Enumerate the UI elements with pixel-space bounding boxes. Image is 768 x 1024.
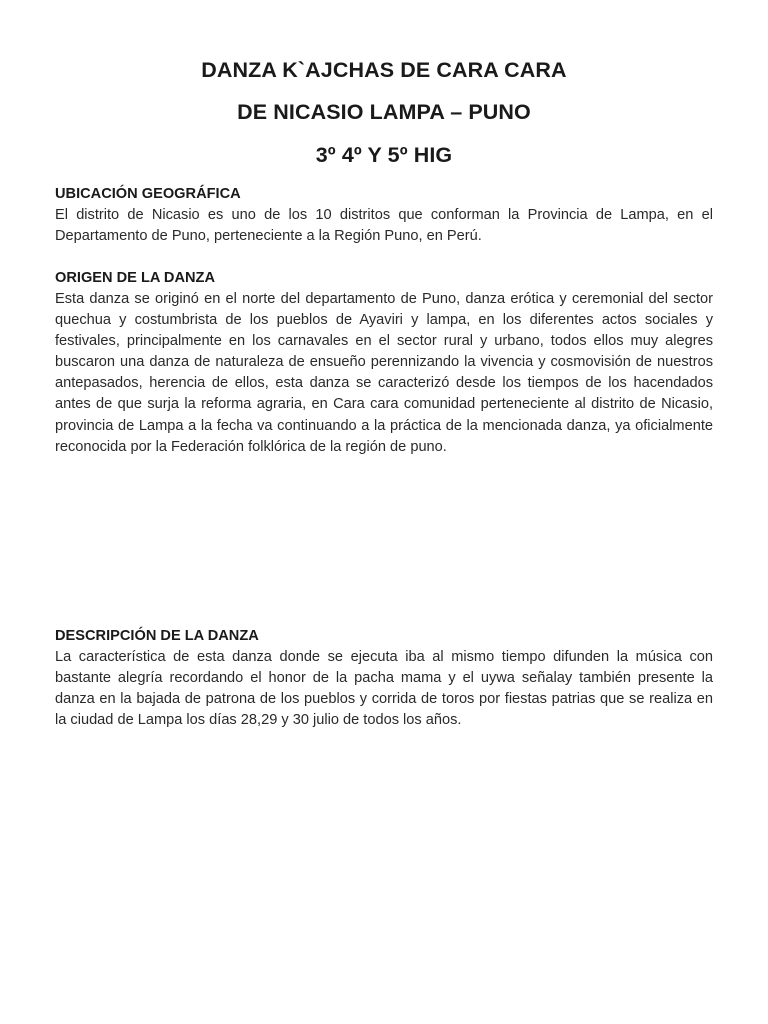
section-heading-descripcion: DESCRIPCIÓN DE LA DANZA xyxy=(55,628,259,644)
title-line-2: DE NICASIO LAMPA – PUNO xyxy=(237,100,531,124)
section-heading-ubicacion: UBICACIÓN GEOGRÁFICA xyxy=(55,186,241,202)
section-body-origen: Esta danza se originó en el norte del departamento de Puno, danza erótica y ceremonial del sector quechua y costumbrista de los pueblos de Ayaviri y lampa, en los diferentes actos sociales y festivales, principalmente en los carnavales en el sector rural y urbano, todos ellos muy alegres buscaron una danza de naturaleza de ensueño perennizando la vivencia y cosmovisión de nuestros antepasados, herencia de ellos, esta danza se caracterizó desde los tiempos de los hacendados antes de que surja la reforma agraria, en Cara cara comunidad perteneciente al distrito de Nicasio, provincia de Lampa a la fecha va continuando a la práctica de la mencionada danza, ya oficialmente reconocida por la Federación folklórica de la región de puno. xyxy=(55,291,713,455)
section-body-descripcion: La característica de esta danza donde se ejecuta iba al mismo tiempo difunden la música con bastante alegría recordando el honor de la pacha mama y el uywa señalay también presente la danza en la bajada de patrona de los pueblos y corrida de toros por fiestas patrias que se realiza en la ciudad de Lampa los días 28,29 y 30 julio de todos los años. xyxy=(55,649,713,729)
section-body-ubicacion: El distrito de Nicasio es uno de los 10 distritos que conforman la Provincia de Lampa, en el Departamento de Puno, perteneciente a la Región Puno, en Perú. xyxy=(55,207,713,245)
title-line-1: DANZA K`AJCHAS DE CARA CARA xyxy=(201,58,567,82)
title-line-3: 3º 4º Y 5º HIG xyxy=(315,143,453,167)
section-heading-origen: ORIGEN DE LA DANZA xyxy=(55,270,215,286)
